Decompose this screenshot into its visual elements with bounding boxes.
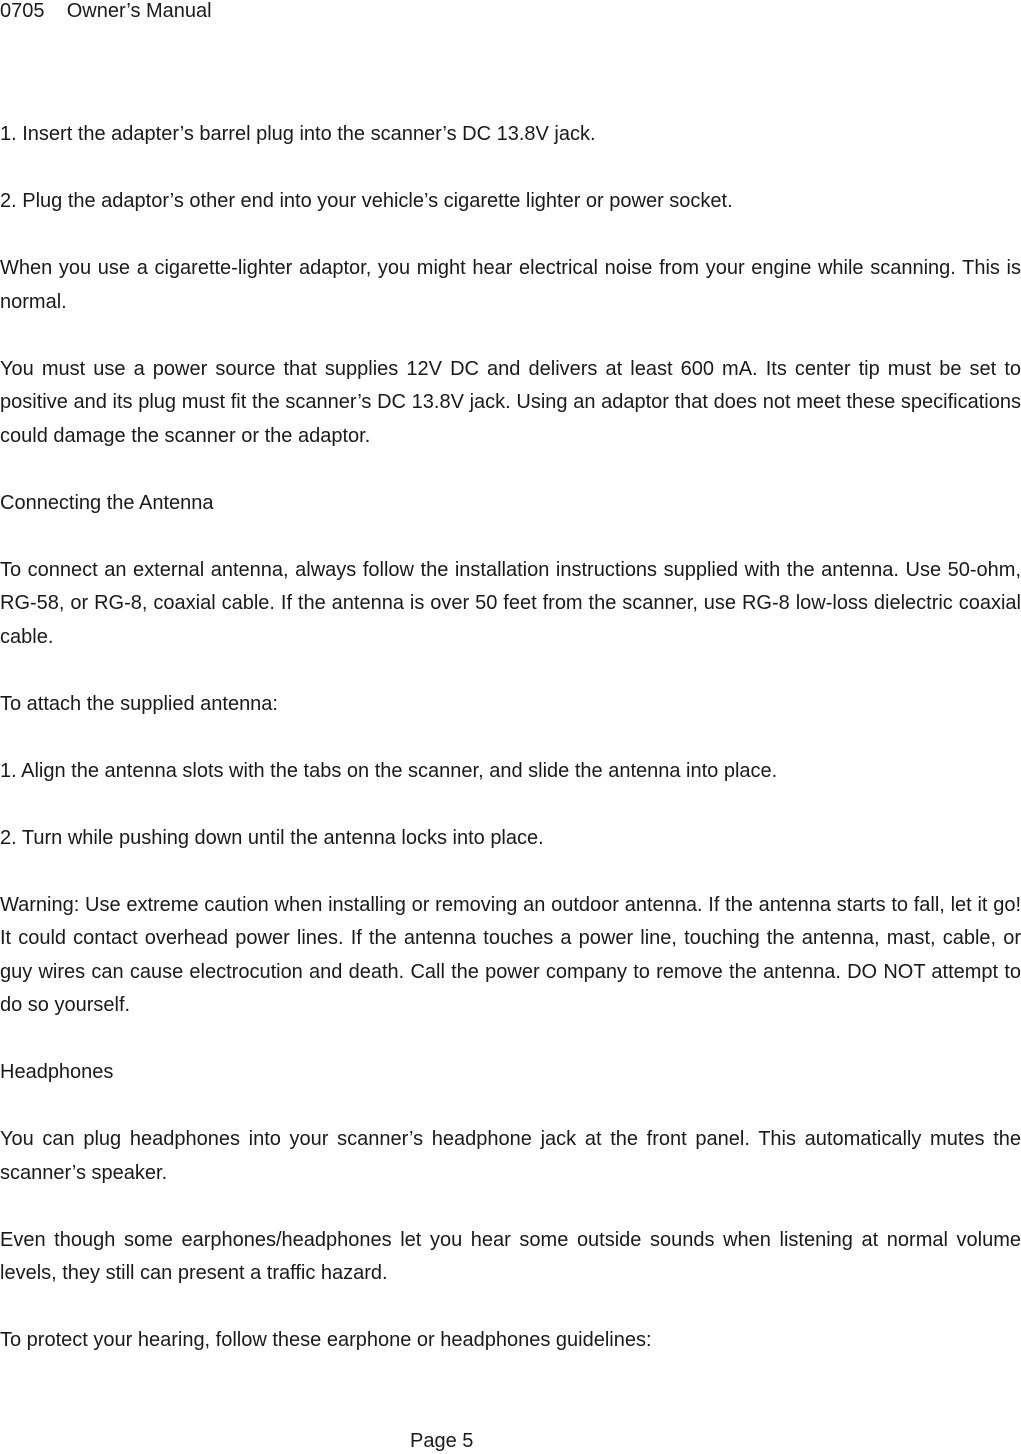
- step-insert-barrel-plug: 1. Insert the adapter’s barrel plug into the scanner’s DC 13.8V jack.: [0, 123, 596, 145]
- headphone-jack-info: You can plug headphones into your scanner’s headphone jack at the front panel. This automatically mutes the scanner’s speaker.: [0, 1128, 1021, 1184]
- page-number: Page 5: [410, 1430, 474, 1452]
- traffic-hazard-note: Even though some earphones/headphones let you hear some outside sounds when listening at normal volume levels, they still can present a traffic hazard.: [0, 1228, 1021, 1284]
- attach-antenna-intro: To attach the supplied antenna:: [0, 692, 278, 715]
- step-turn-antenna: 2. Turn while pushing down until the antenna locks into place.: [0, 826, 544, 849]
- page-header: [0, 0, 212, 22]
- section-heading-antenna: Connecting the Antenna: [0, 491, 214, 514]
- step-align-antenna: 1. Align the antenna slots with the tabs on the scanner, and slide the antenna into place.: [0, 759, 778, 782]
- step-plug-into-socket: 2. Plug the adaptor’s other end into your vehicle’s cigarette lighter or power socket.: [0, 190, 733, 212]
- antenna-warning: Warning: Use extreme caution when installing or removing an outdoor antenna. If the antenna starts to fall, let it go! It could contact overhead power lines. If the antenna touches a power line, touching the antenna, mast, cable, or guy wires can cause electrocution and death. Call the power company to remove the antenna. DO NOT attempt to do so yourself.: [0, 893, 1021, 1016]
- section-heading-headphones: Headphones: [0, 1061, 114, 1083]
- power-requirements: You must use a power source that supplies 12V DC and delivers at least 600 mA. Its center tip must be set to positive and its plug must fit the scanner’s DC 13.8V jack. Using an adaptor that does not meet these specifications could damage the scanner or the adaptor.: [0, 357, 1021, 447]
- noise-note: When you use a cigarette-lighter adaptor, you might hear electrical noise from your engine while scanning. This is normal.: [0, 257, 1021, 313]
- document-number: 0705: [0, 0, 45, 22]
- external-antenna-instructions: To connect an external antenna, always follow the installation instructions supplied with the antenna. Use 50-ohm, RG-58, or RG-8, coaxial cable. If the antenna is over 50 feet from the scanner, use RG-8 low-loss dielectric coaxial cable.: [0, 558, 1021, 648]
- page-content: [0, 118, 1021, 1358]
- document-title: Owner’s Manual: [66, 0, 212, 22]
- hearing-guidelines-intro: To protect your hearing, follow these earphone or headphones guidelines:: [0, 1329, 652, 1351]
